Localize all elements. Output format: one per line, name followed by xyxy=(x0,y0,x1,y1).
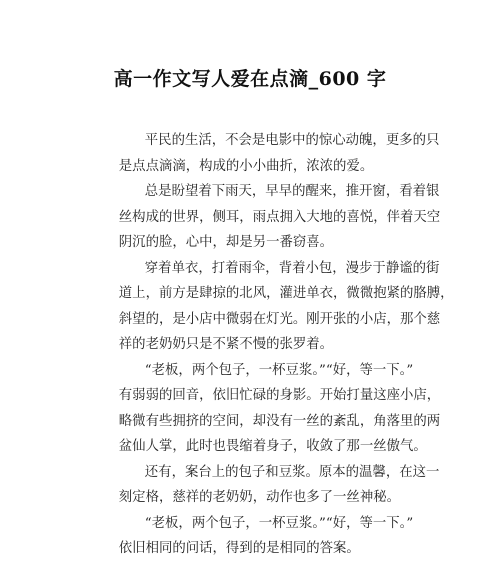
paragraph xyxy=(92,128,440,179)
text-line: 盆仙人掌，此时也畏缩着身子，收敛了那一丝傲气。 xyxy=(118,439,427,454)
text-line: 祥的老奶奶只是不紧不慢的张罗着。 xyxy=(118,337,334,352)
text-line: 道上，前方是肆掠的北风，灌进单衣，微微抱紧的胳膊， xyxy=(118,286,454,301)
paragraph xyxy=(92,256,454,358)
text-line: 依旧相同的问话，得到的是相同的答案。 xyxy=(118,541,360,556)
text-line: “老板，两个包子，一杯豆浆。”“好，等一下。” xyxy=(144,362,414,378)
document-title: 高一作文写人爱在点滴_600 字 xyxy=(113,68,387,90)
text-line: 有弱弱的回音，依旧忙碌的身影。开始打量这座小店， xyxy=(118,388,441,403)
text-line: 平民的生活，不会是电影中的惊心动魄，更多的只 xyxy=(144,133,440,148)
text-line: 穿着单衣，打着雨伞，背着小包，漫步于静谧的街 xyxy=(144,260,440,276)
text-line: “老板，两个包子，一杯豆浆。”“好，等一下。” xyxy=(144,515,414,531)
document-body xyxy=(92,128,454,562)
text-line: 略微有些拥挤的空间，却没有一丝的紊乱，角落里的两 xyxy=(118,413,441,429)
text-line: 丝构成的世界，侧耳，雨点拥入大地的喜悦，伴着天空 xyxy=(118,209,441,225)
text-line: 是点点滴滴，构成的小小曲折，浓浓的爱。 xyxy=(118,158,374,174)
text-line: 总是盼望着下雨天，早早的醒来，推开窗，看着银 xyxy=(144,184,440,199)
paragraph xyxy=(92,358,441,460)
paragraph xyxy=(92,179,441,256)
text-line: 阴沉的脸，心中，却是另一番窃喜。 xyxy=(118,235,334,250)
text-line: 斜望的，是小店中微弱在灯光。刚开张的小店，那个慈 xyxy=(118,311,441,327)
text-line: 还有，案台上的包子和豆浆。原本的温馨，在这一 xyxy=(144,464,440,480)
text-line: 刻定格，慈祥的老奶奶，动作也多了一丝神秘。 xyxy=(118,490,400,505)
paragraph xyxy=(92,460,440,511)
paragraph xyxy=(92,511,418,562)
